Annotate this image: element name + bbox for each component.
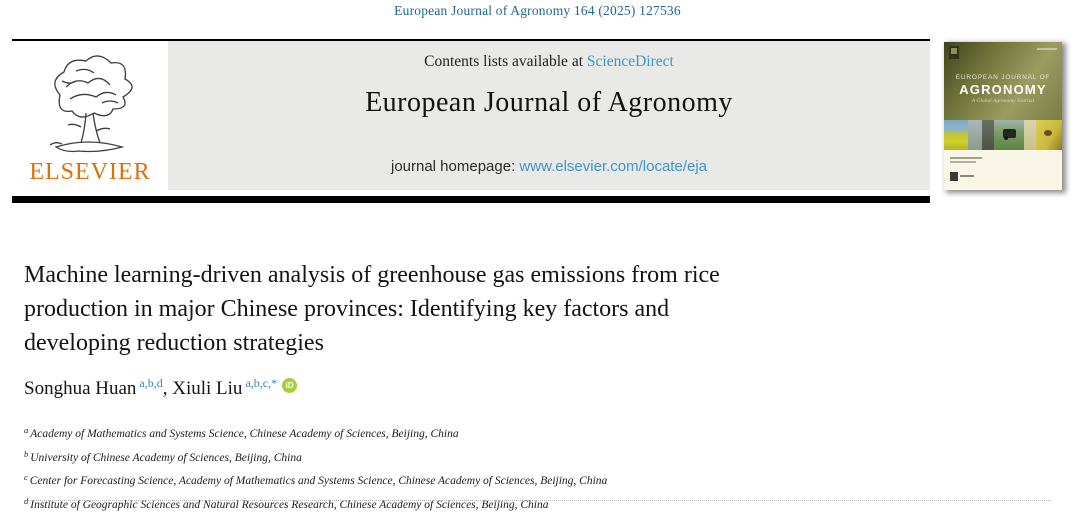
affiliation-line xyxy=(24,492,607,515)
cover-subtitle: A Global Agronomy Journal xyxy=(944,98,1062,104)
article-title-line: Machine learning-driven analysis of greenhouse gas emissions from rice xyxy=(24,258,944,292)
cover-photo-rapeseed xyxy=(944,120,968,150)
cover-photo-pale-field xyxy=(1024,120,1036,150)
orcid-icon[interactable]: iD xyxy=(282,378,297,393)
affiliation-text: Center for Forecasting Science, Academy of Mathematics and Systems Science, Chinese Academy of Sciences, Beijing, China xyxy=(30,475,608,487)
journal-banner xyxy=(12,41,930,190)
homepage-label: journal homepage: xyxy=(391,158,519,175)
affiliation-sup: d xyxy=(24,496,28,506)
article-title-line: production in major Chinese provinces: Identifying key factors and xyxy=(24,292,944,326)
cover-publisher-mini-icon xyxy=(949,46,959,59)
author-separator: , xyxy=(163,378,173,399)
journal-title: European Journal of Agronomy xyxy=(168,87,930,119)
affiliation-sup: a xyxy=(24,425,28,435)
cover-footer-logo xyxy=(950,172,958,181)
cover-photo-tractor xyxy=(994,120,1025,150)
cover-photo-dark-field xyxy=(982,120,994,150)
contents-list-line xyxy=(168,53,930,71)
contents-text: Contents lists available at xyxy=(424,53,587,70)
journal-cover-thumbnail xyxy=(944,42,1062,190)
cover-masthead xyxy=(944,42,1062,120)
banner-bottom-bar xyxy=(12,196,930,203)
homepage-line xyxy=(168,158,930,175)
banner-panel xyxy=(168,41,930,190)
affiliation-sup: c xyxy=(24,472,28,482)
author-affiliation-sup: a,b,d xyxy=(139,376,162,390)
author-name: Xiuli Liu xyxy=(172,378,242,399)
cover-footer-text-line xyxy=(950,157,982,159)
article-title-line: developing reduction strategies xyxy=(24,326,944,360)
author-affiliation-sup: a,b,c,* xyxy=(245,376,277,390)
cover-photo-wheat-bee xyxy=(1036,120,1062,150)
cover-title-main: AGRONOMY xyxy=(944,82,1062,97)
elsevier-wordmark: ELSEVIER xyxy=(12,159,168,186)
cover-footer xyxy=(944,150,1062,190)
affiliation-line xyxy=(24,445,607,469)
bee-icon xyxy=(1044,130,1052,136)
elsevier-tree-icon xyxy=(26,47,154,159)
affiliation-text: Academy of Mathematics and Systems Science, Chinese Academy of Sciences, Beijing, China xyxy=(30,428,458,440)
homepage-url-link[interactable]: www.elsevier.com/locate/eja xyxy=(519,158,707,175)
elsevier-logo xyxy=(12,41,168,190)
footnote-divider xyxy=(24,500,1051,501)
journal-citation-header[interactable]: European Journal of Agronomy 164 (2025) 127536 xyxy=(0,3,1075,19)
author-name: Songhua Huan xyxy=(24,378,136,399)
cover-photo-building xyxy=(968,120,982,150)
tractor-silhouette-icon xyxy=(1003,129,1016,138)
sciencedirect-link[interactable]: ScienceDirect xyxy=(587,53,674,70)
affiliation-text: Institute of Geographic Sciences and Natural Resources Research, Chinese Academy of Sciences, Beijing, China xyxy=(30,499,548,511)
affiliation-sup: b xyxy=(24,449,28,459)
cover-issn-mark xyxy=(1037,48,1057,50)
article-title xyxy=(24,258,944,360)
cover-footer-text-line xyxy=(950,161,976,163)
affiliation-line xyxy=(24,468,607,492)
affiliation-text: University of Chinese Academy of Sciences, Beijing, China xyxy=(30,452,302,464)
author-list xyxy=(24,376,297,400)
affiliation-line xyxy=(24,421,607,445)
cover-title-top: EUROPEAN JOURNAL OF xyxy=(944,74,1062,81)
cover-photo-strip xyxy=(944,120,1062,150)
